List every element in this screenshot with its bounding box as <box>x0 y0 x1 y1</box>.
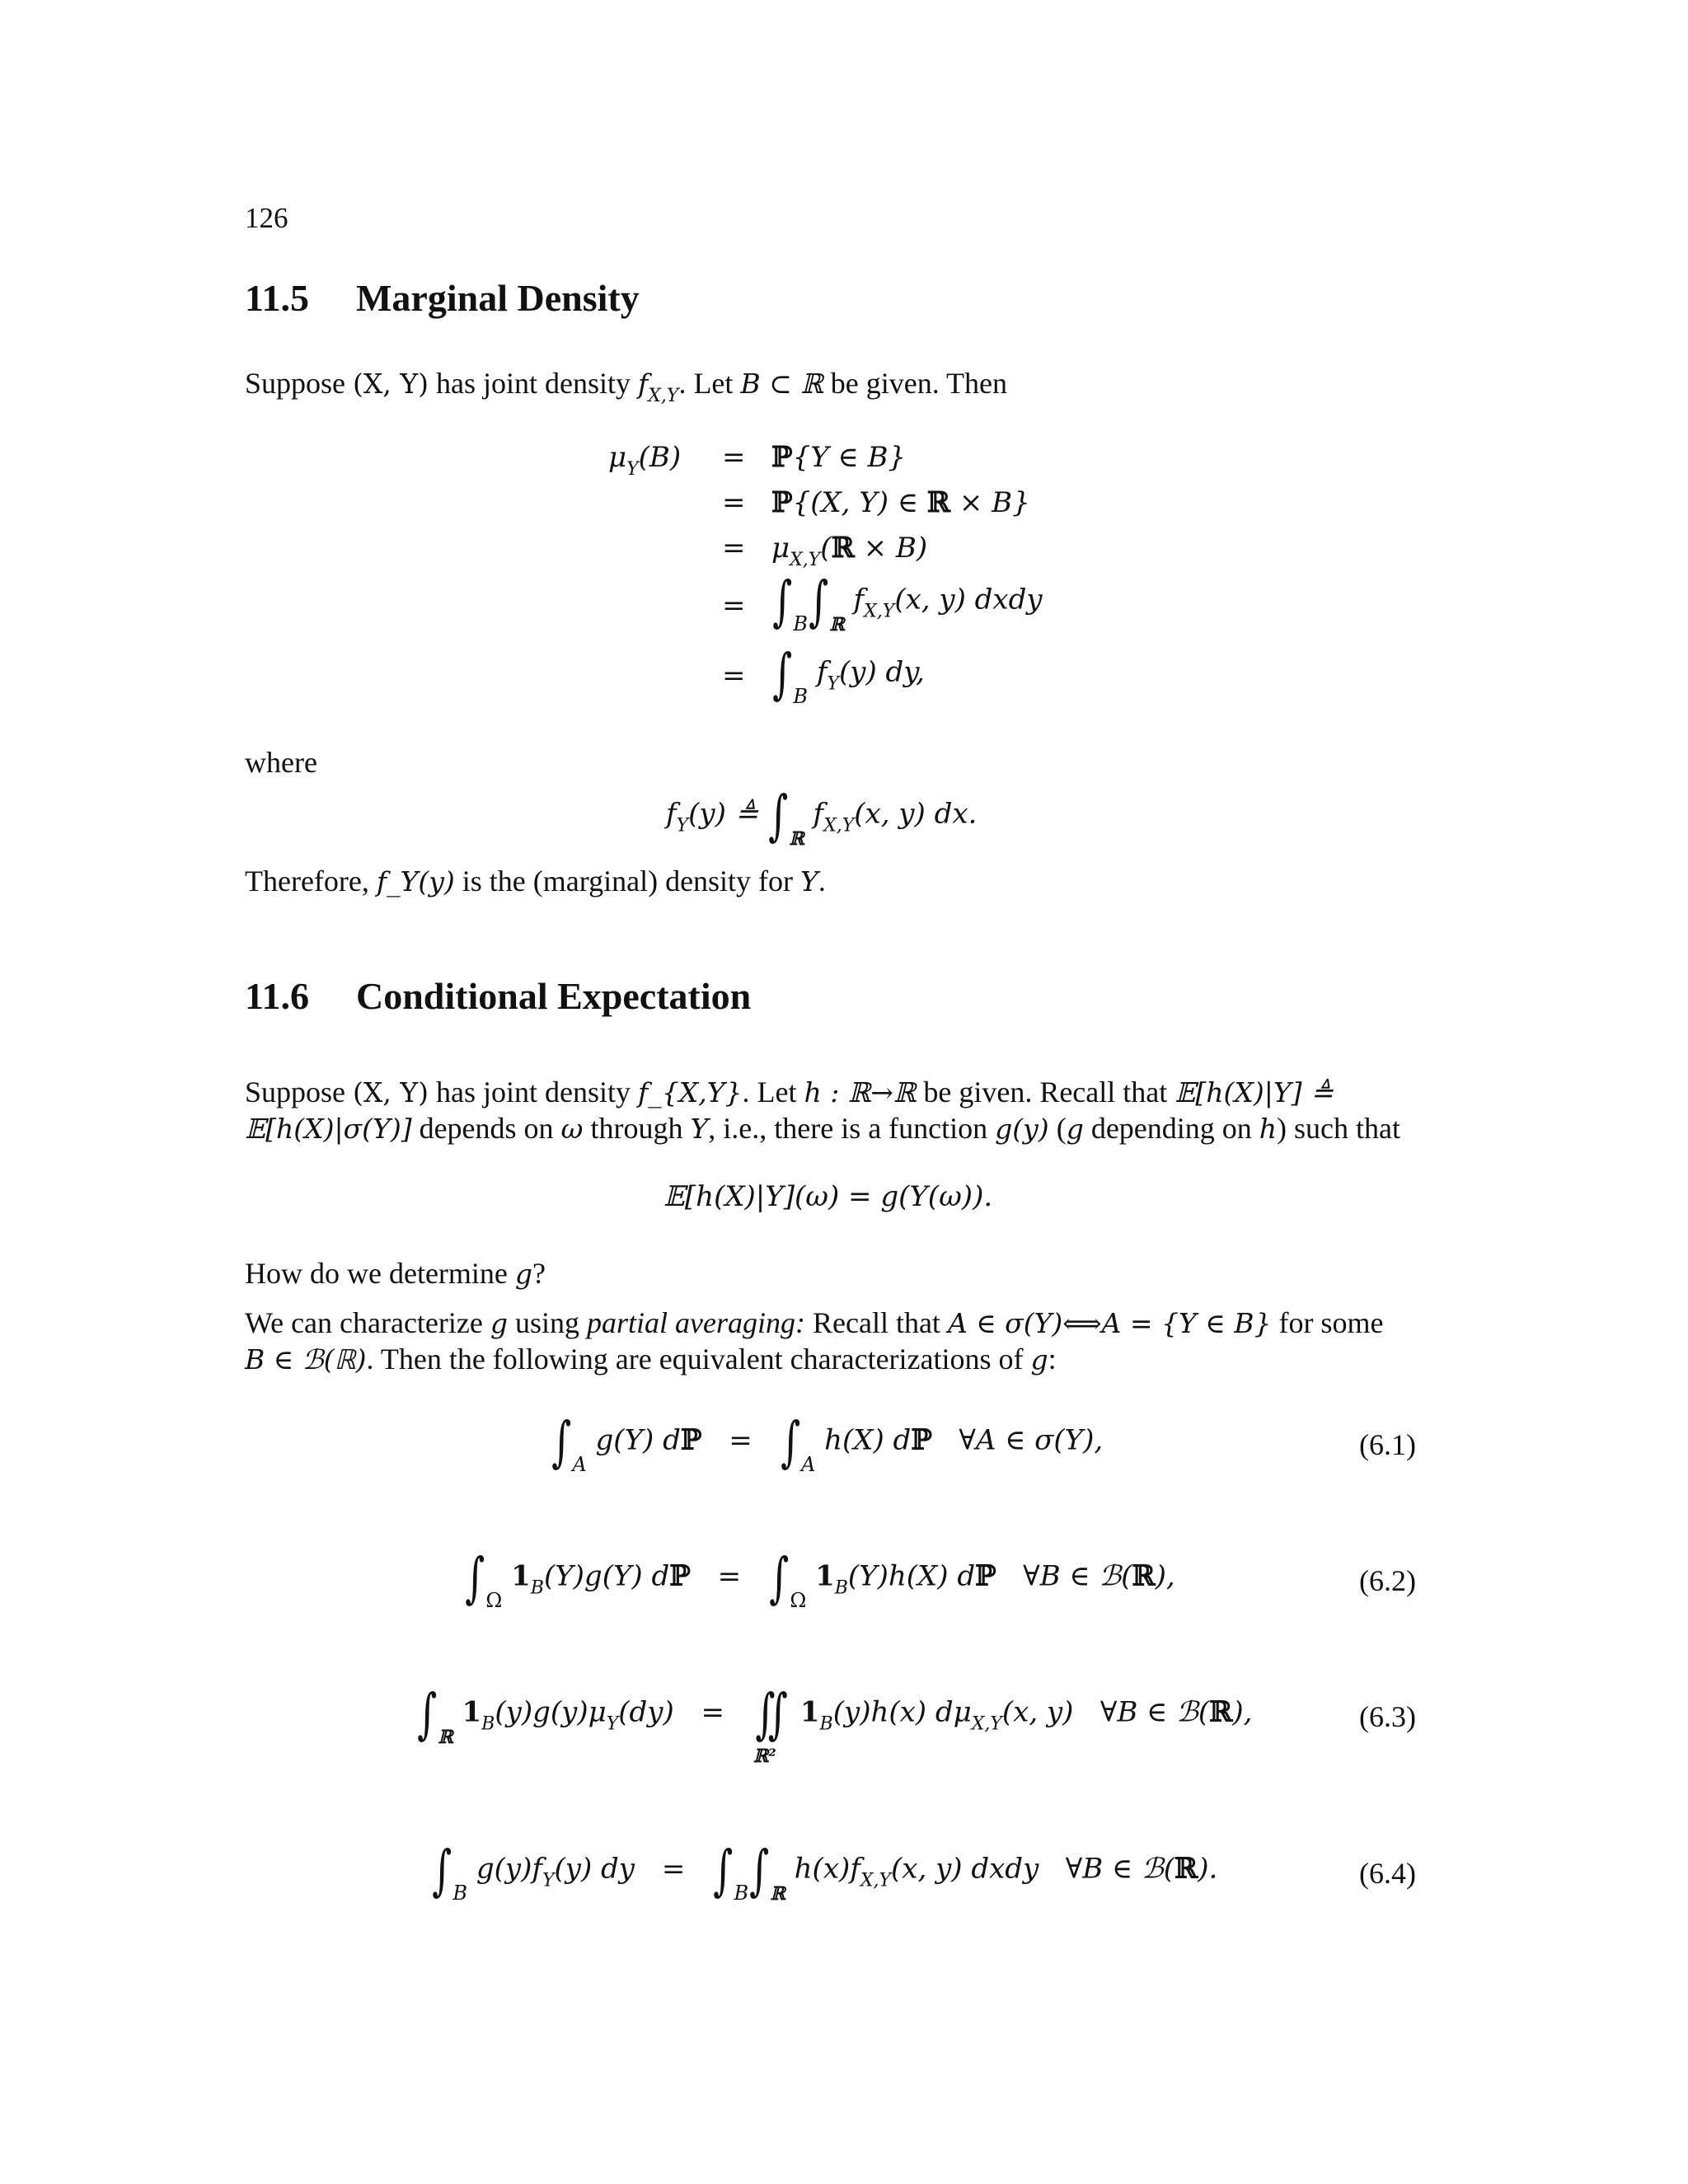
equals-sign: = <box>722 659 746 692</box>
section-title: Conditional Expectation <box>356 975 752 1017</box>
align-row-3: $\mu_{X,Y}(ℝ \times B)$ <box>771 532 928 570</box>
conclusion-paragraph: Therefore, f_Y(y) is the (marginal) density for Y. <box>245 865 826 898</box>
question-line: How do we determine g? <box>245 1257 546 1290</box>
align-lhs: $\mu_Y(B)$ <box>608 441 682 480</box>
section-title: Marginal Density <box>356 277 640 319</box>
equation-6-1: $\int_A$ g(Y) dℙ = $\int_A$ h(X) dℙ ∀A ∈ σ(Y), <box>551 1410 1104 1476</box>
paragraph-line: We can characterize g using partial averaging: Recall that A ∈ σ(Y)⟺A = {Y ∈ B} for some <box>245 1306 1384 1339</box>
definition-equation: $f_Y(y)$ ≜ $\int_ℝ$ $f_{X,Y}(x$, y) dx. <box>666 784 978 850</box>
display-equation: 𝔼[h(X)|Y](ω) = g(Y(ω)). <box>663 1180 993 1213</box>
paragraph-line: B ∈ ℬ(ℝ). Then the following are equivalent characterizations of g: <box>245 1343 1057 1376</box>
equation-number: (6.3) <box>1359 1700 1416 1733</box>
align-row-2: ℙ{(X, Y) ∈ ℝ × B} <box>771 486 1030 519</box>
equals-sign: = <box>722 589 746 622</box>
equation-6-3: $\int_ℝ$ $1_B(y)g(y)\mu_Y(dy)$ = ∬ ℝ² $1_B(y)h(x)$ $d\mu_{X,Y}(x$, y) ∀B ∈ ℬ(ℝ), <box>417 1682 1253 1767</box>
equation-number: (6.4) <box>1359 1857 1416 1890</box>
equation-number: (6.1) <box>1359 1428 1416 1461</box>
equation-6-2: $\int_\Omega$ $1_B(Y)g(Y)$ dℙ = $\int_\Omega$ $1_B(Y)h(X)$ dℙ ∀B ∈ ℬ(ℝ), <box>465 1546 1175 1612</box>
intro-paragraph: Suppose (X, Y) has joint density $f_{X,Y}$. Let B ⊂ ℝ be given. Then <box>245 367 1008 406</box>
align-row-5: $\int_B$ $f_Y(y)$ dy, <box>772 642 925 708</box>
equals-sign: = <box>722 441 746 474</box>
paragraph-line: 𝔼[h(X)|σ(Y)] depends on ω through Y, i.e., there is a function g(y) (g depending on h) such that <box>245 1112 1401 1145</box>
equals-sign: = <box>722 486 746 519</box>
equals-sign: = <box>722 532 746 565</box>
section-heading-11-6 <box>245 974 751 1018</box>
paragraph-line: Suppose (X, Y) has joint density f_{X,Y}. Let h : ℝ→ℝ be given. Recall that 𝔼[h(X)|Y] ≜ <box>245 1076 1334 1108</box>
where-text: where <box>245 746 317 779</box>
equation-6-4: $\int_B$ $g(y)f_Y(y)$ dy = $\int_B\int_ℝ$ $h(x)f_{X,Y}(x$, y) dxdy ∀B ∈ ℬ(ℝ). <box>432 1839 1218 1905</box>
align-row-4: $\int_B\int_ℝ$ $f_{X,Y}(x$, y) dxdy <box>772 569 1043 635</box>
page-number: 126 <box>245 202 288 234</box>
equation-number: (6.2) <box>1359 1564 1416 1597</box>
align-row-1: ℙ{Y ∈ B} <box>771 441 907 474</box>
section-heading-11-5 <box>245 276 640 320</box>
section-number: 11.5 <box>245 277 309 319</box>
section-number: 11.6 <box>245 975 309 1017</box>
